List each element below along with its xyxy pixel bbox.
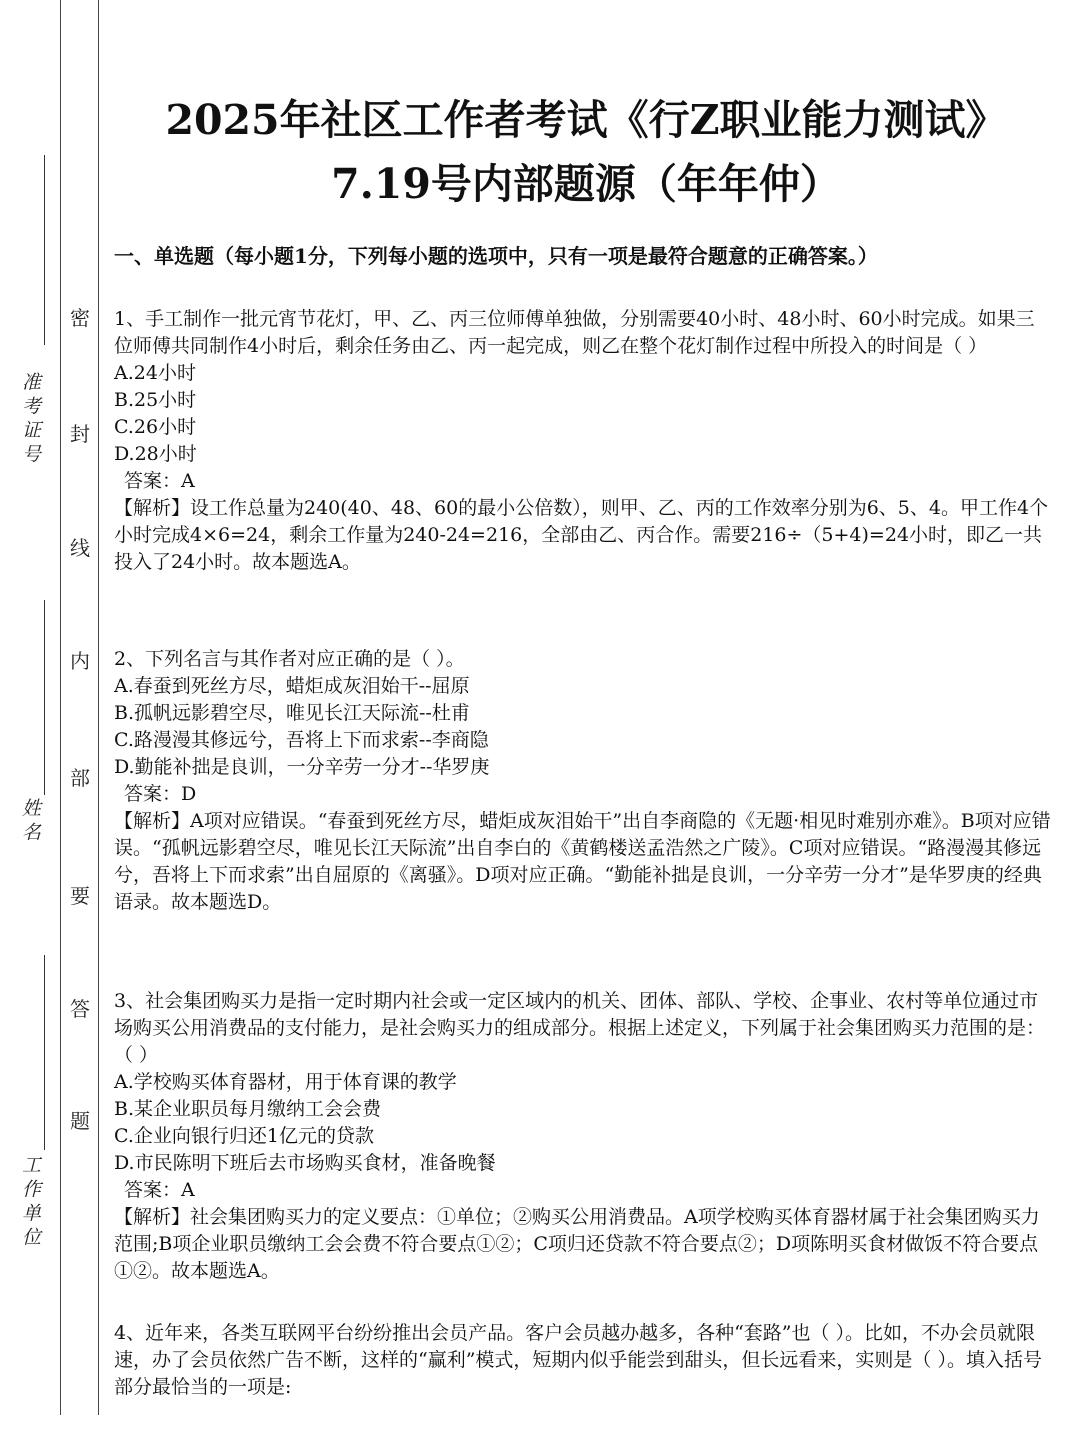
answer: 答案：D bbox=[124, 783, 197, 805]
fill-line-name bbox=[44, 600, 45, 795]
option-b: B.25小时 bbox=[114, 389, 197, 411]
seal-char: 内 bbox=[70, 649, 90, 673]
seal-char: 部 bbox=[70, 766, 90, 790]
option-d: D.28小时 bbox=[114, 443, 197, 465]
fill-line-workplace bbox=[44, 955, 45, 1150]
analysis: 【解析】社会集团购买力的定义要点：①单位；②购买公用消费品。A项学校购买体育器材属于社会集团购买力范围;B项企业职员缴纳工会会费不符合要点①②；C项归还贷款不符合要点②；D项陈明买食材做饭不符合要点①②。故本题选A。 bbox=[114, 1206, 1040, 1282]
title-line-2: 7.19号内部题源（年年仲） bbox=[331, 160, 841, 208]
option-d: D.勤能补拙是良训，一分辛劳一分才--华罗庚 bbox=[114, 756, 490, 778]
question-2 bbox=[114, 646, 1052, 916]
section-header: 一、单选题（每小题1分，下列每小题的选项中，只有一项是最符合题意的正确答案。） bbox=[114, 244, 878, 268]
label-admission-number: 准考证号 bbox=[19, 372, 41, 468]
seal-char: 题 bbox=[70, 1109, 90, 1133]
seal-char: 答 bbox=[70, 997, 90, 1021]
question-stem: 4、近年来，各类互联网平台纷纷推出会员产品。客户会员越办越多，各种“套路”也（ ）。比如，不办会员就限速，办了会员依然广告不断，这样的“赢利”模式，短期内似乎能尝到甜头，但长远看来，实则是（ ）。填入括号部分最恰当的一项是: bbox=[114, 1322, 1042, 1398]
option-b: B.孤帆远影碧空尽，唯见长江天际流--杜甫 bbox=[114, 702, 470, 724]
option-c: C.26小时 bbox=[114, 416, 197, 438]
question-1 bbox=[114, 306, 1052, 576]
question-stem: 2、下列名言与其作者对应正确的是（ ）。 bbox=[114, 648, 465, 670]
title-line-1: 2025年社区工作者考试《行Z职业能力测试》 bbox=[165, 96, 1007, 144]
label-workplace: 工作单位 bbox=[19, 1155, 41, 1251]
analysis: 【解析】A项对应错误。“春蚕到死丝方尽，蜡炬成灰泪始干”出自李商隐的《无题·相见时难别亦难》。B项对应错误。“孤帆远影碧空尽，唯见长江天际流”出自李白的《黄鹤楼送孟浩然之广陵》。C项对应错误。“路漫漫其修远兮，吾将上下而求索”出自屈原的《离骚》。D项对应正确。“勤能补拙是良训，一分辛劳一分才”是华罗庚的经典语录。故本题选D。 bbox=[114, 810, 1051, 913]
answer: 答案：A bbox=[124, 470, 195, 492]
question-stem: 1、手工制作一批元宵节花灯，甲、乙、丙三位师傅单独做，分别需要40小时、48小时、60小时完成。如果三位师傅共同制作4小时后，剩余任务由乙、丙一起完成，则乙在整个花灯制作过程中所投入的时间是（ ） bbox=[114, 308, 1035, 357]
question-3 bbox=[114, 988, 1052, 1285]
option-c: C.企业向银行归还1亿元的贷款 bbox=[114, 1125, 374, 1147]
answer: 答案：A bbox=[124, 1179, 195, 1201]
fill-line-admission bbox=[44, 155, 45, 345]
binding-line-outer bbox=[60, 0, 61, 1415]
binding-line-inner bbox=[98, 0, 99, 1415]
option-c: C.路漫漫其修远兮，吾将上下而求索--李商隐 bbox=[114, 729, 489, 751]
option-a: A.春蚕到死丝方尽，蜡炬成灰泪始干--屈原 bbox=[114, 675, 470, 697]
option-b: B.某企业职员每月缴纳工会会费 bbox=[114, 1098, 382, 1120]
seal-char: 要 bbox=[70, 884, 90, 908]
seal-char: 密 bbox=[70, 306, 90, 330]
question-4 bbox=[114, 1320, 1052, 1401]
analysis: 【解析】设工作总量为240(40、48、60的最小公倍数），则甲、乙、丙的工作效率分别为6、5、4。甲工作4个小时完成4×6=24，剩余工作量为240-24=216，全部由乙、丙合作。需要216÷（5+4)=24小时，即乙一共投入了24小时。故本题选A。 bbox=[114, 497, 1049, 573]
seal-char: 线 bbox=[70, 536, 90, 560]
option-a: A.24小时 bbox=[114, 362, 196, 384]
seal-char: 封 bbox=[70, 422, 90, 446]
question-stem: 3、社会集团购买力是指一定时期内社会或一定区域内的机关、团体、部队、学校、企事业、农村等单位通过市场购买公用消费品的支付能力，是社会购买力的组成部分。根据上述定义，下列属于社会集团购买力范围的是：（ ） bbox=[114, 990, 1046, 1066]
option-d: D.市民陈明下班后去市场购买食材，准备晚餐 bbox=[114, 1152, 496, 1174]
label-name: 姓名 bbox=[19, 798, 41, 846]
option-a: A.学校购买体育器材，用于体育课的教学 bbox=[114, 1071, 457, 1093]
page-title bbox=[100, 88, 1072, 216]
